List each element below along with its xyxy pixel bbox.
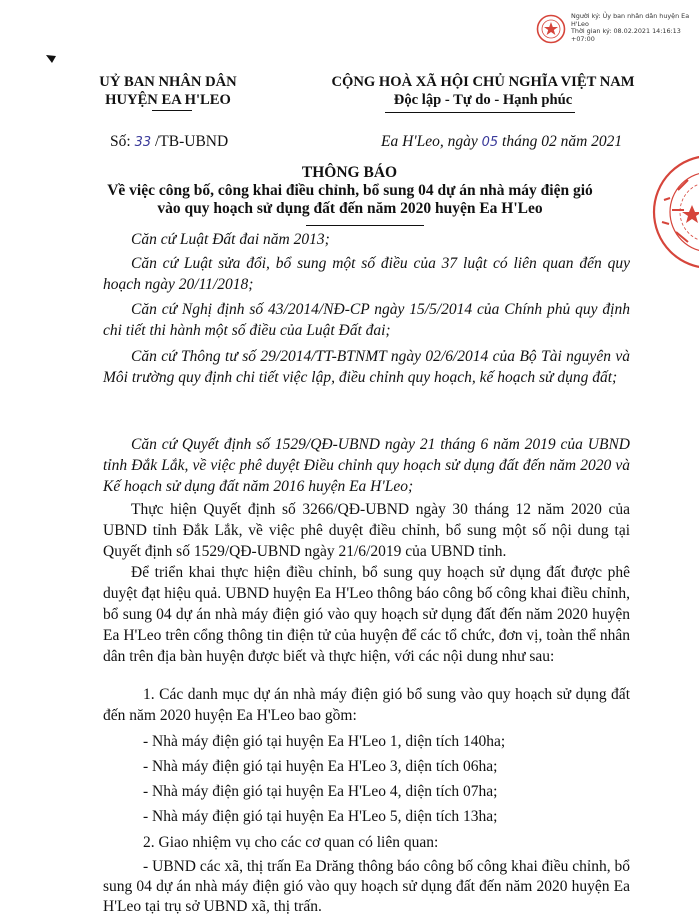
nation-line2: Độc lập - Tự do - Hạnh phúc (393, 92, 573, 108)
subject-underline (306, 225, 424, 226)
document-subject (100, 182, 600, 218)
basis-item: Căn cứ Luật sửa đổi, bổ sung một số điều của 37 luật có liên quan đến quy hoạch ngày 20/11/2018; (103, 255, 630, 293)
basis-item: Căn cứ Luật Đất đai năm 2013; (131, 231, 330, 248)
document-date (381, 133, 622, 151)
number-prefix: Số: (110, 133, 131, 150)
basis-item: Căn cứ Quyết định số 1529/QĐ-UBND ngày 21 tháng 6 năm 2019 của UBND tỉnh Đắk Lắk, về việc phê duyệt Điều chỉnh quy hoạch sử dụng đất đến năm 2020 và Kế hoạch sử dụng đất năm 2016 huyện Ea H'Leo; (103, 436, 630, 495)
date-prefix: Ea H'Leo, ngày (381, 133, 478, 150)
signature-time: Thời gian ký: 08.02.2021 14:16:13 +07:00 (571, 27, 681, 43)
agency-line2: HUYỆN EA H'LEO (105, 92, 231, 108)
digital-signature-info (571, 13, 697, 43)
task-item: - UBND các xã, thị trấn Ea Drăng thông báo công bố công khai điều chỉnh, bổ sung 04 dự án nhà máy điện gió vào quy hoạch sử dụng đất đến năm 2020 huyện Ea H'Leo tại trụ sở UBND xã, thị trấn. (103, 858, 630, 915)
section-2-heading: 2. Giao nhiệm vụ cho các cơ quan có liên quan: (143, 834, 439, 851)
number-handwritten: 33 (134, 135, 152, 150)
document-number (110, 133, 228, 151)
subject-line1: Về việc công bố, công khai điều chỉnh, bổ sung 04 dự án nhà máy điện gió (107, 182, 593, 199)
date-suffix: tháng 02 năm 2021 (502, 133, 623, 150)
basis-item: Căn cứ Nghị định số 43/2014/NĐ-CP ngày 15/5/2014 của Chính phủ quy định chi tiết thi hành một số điều của Luật Đất đai; (103, 301, 630, 339)
national-motto (300, 73, 666, 109)
date-day-handwritten: 05 (481, 135, 499, 150)
agency-underline (152, 110, 192, 111)
subject-line2: vào quy hoạch sử dụng đất đến năm 2020 huyện Ea H'Leo (157, 200, 543, 217)
issuing-agency (84, 73, 252, 109)
project-item: - Nhà máy điện gió tại huyện Ea H'Leo 1, diện tích 140ha; (143, 733, 506, 750)
paragraph-purpose: Để triển khai thực hiện điều chỉnh, bổ sung quy hoạch sử dụng đất được phê duyệt đạt hiệu quả. UBND huyện Ea H'Leo thông báo công bố công khai điều chỉnh, bổ sung 04 dự án nhà máy điện gió vào quy hoạch sử dụng đất đến năm 2020 huyện Ea H'Leo trên cổng thông tin điện tử của huyện để các tổ chức, đơn vị, toàn thể nhân dân trên địa bàn huyện được biết và thực hiện, với các nội dung như sau: (103, 564, 630, 665)
project-item: - Nhà máy điện gió tại huyện Ea H'Leo 5, diện tích 13ha; (143, 808, 498, 825)
section-1-heading: 1. Các danh mục dự án nhà máy điện gió bổ sung vào quy hoạch sử dụng đất đến năm 2020 huyện Ea H'Leo bao gồm: (103, 686, 630, 724)
agency-line1: UỶ BAN NHÂN DÂN (99, 74, 237, 90)
number-suffix: /TB-UBND (154, 133, 229, 150)
digital-signature-seal-icon (536, 14, 566, 44)
official-red-stamp-icon (648, 150, 699, 280)
paragraph-implementation: Thực hiện Quyết định số 3266/QĐ-UBND ngày 30 tháng 12 năm 2020 của UBND tỉnh Đắk Lắk, về việc phê duyệt điều chỉnh, bổ sung một số nội dung tại Quyết định số 1529/QĐ-UBND ngày 21/6/2019 của UBND tỉnh. (103, 501, 630, 560)
project-item: - Nhà máy điện gió tại huyện Ea H'Leo 3, diện tích 06ha; (143, 758, 498, 775)
motto-underline (385, 112, 575, 113)
project-item: - Nhà máy điện gió tại huyện Ea H'Leo 4, diện tích 07ha; (143, 783, 498, 800)
scan-mark-icon (44, 53, 60, 65)
document-title: THÔNG BÁO (301, 164, 398, 181)
basis-item: Căn cứ Thông tư số 29/2014/TT-BTNMT ngày 02/6/2014 của Bộ Tài nguyên và Môi trường quy định chi tiết việc lập, điều chỉnh quy hoạch, kế hoạch sử dụng đất; (103, 348, 630, 386)
signature-signer: Người ký: Ủy ban nhân dân huyện Ea H'Leo (571, 12, 690, 28)
nation-line1: CỘNG HOÀ XÃ HỘI CHỦ NGHĨA VIỆT NAM (331, 74, 635, 90)
